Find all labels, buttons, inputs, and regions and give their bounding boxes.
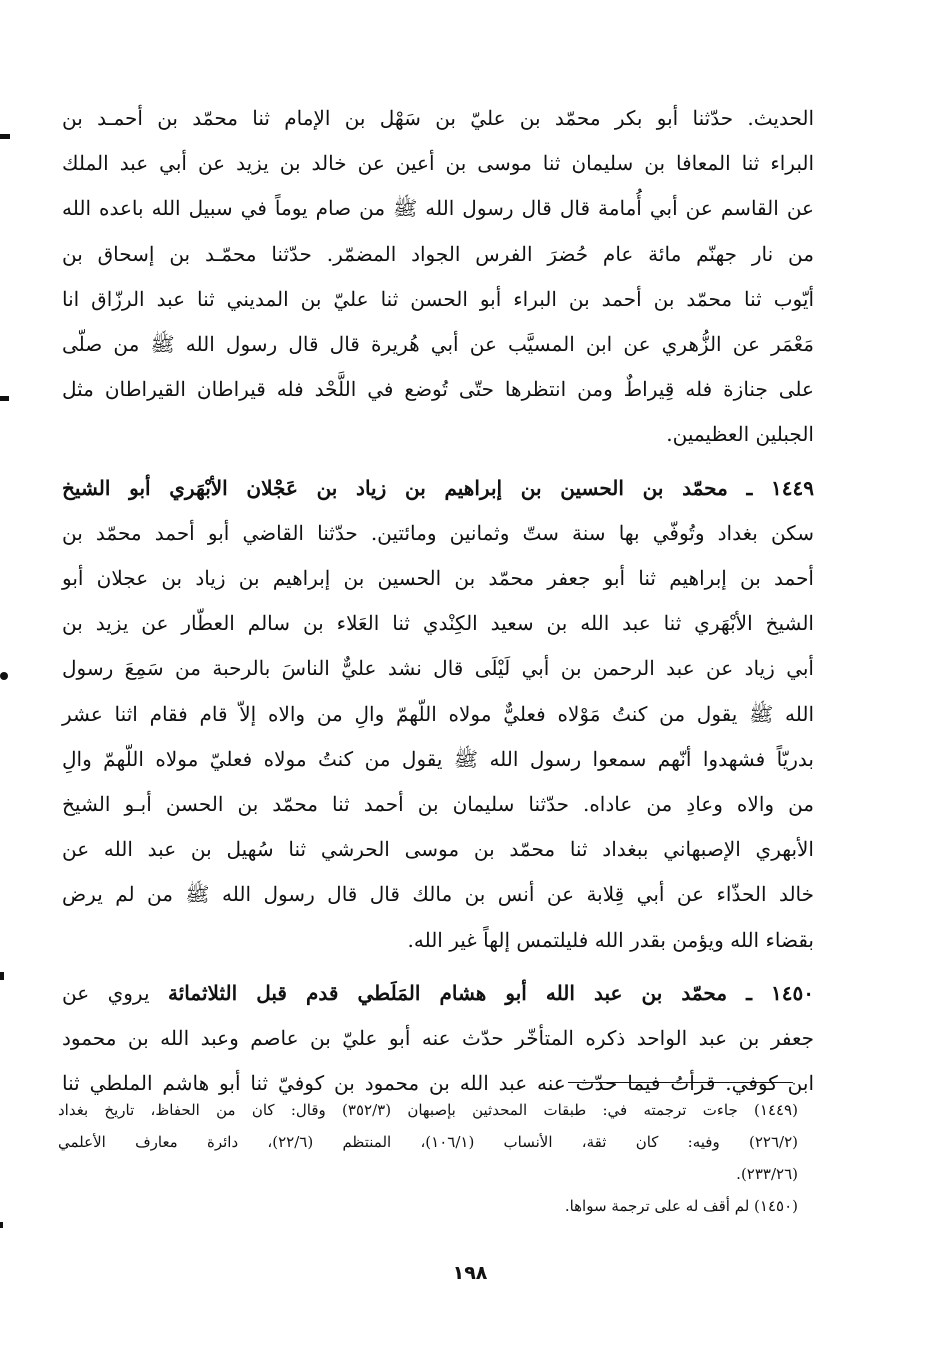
text-line: بدريّاً فشهدوا أنّهم سمعوا رسول الله ﷺ يقول من كنتُ مولاه فعليّ مولاه اللّهمّ والِ	[62, 746, 814, 771]
text-line: من نار جهنّم مائة عام حُضرَ الفرس الجواد المضمّر. حدّثنا محمّـد بن إسحاق بن	[62, 241, 814, 266]
intro-paragraph	[62, 96, 814, 458]
text-line: مَعْمَر عن الزُّهري عن ابن المسيَّب عن أبي هُريرة قال قال رسول الله ﷺ من صلّى	[62, 332, 814, 357]
main-text	[62, 96, 814, 1106]
entry-heading: ١٤٤٩ ـ محمّد بن الحسين بن إبراهيم بن زياد بن عَجْلان الأبْهَري أبو الشيخ	[62, 475, 814, 500]
footnote-1450: (١٤٥٠) لم أقف له على ترجمة سواها.	[564, 1197, 798, 1215]
footnote-line: (٢٣٣/٢٦).	[736, 1165, 798, 1183]
text-line: سكن بغداد وتُوفّي بها سنة ستّ وثمانين ومائتين. حدّثنا القاضي أبو أحمد محمّد بن	[62, 520, 814, 545]
text-line: ابن كوفي. قرأتُ فيما حدّث عنه عبد الله بن محمود بن كوفيّ ثنا أبو هاشم الملطي ثنا	[62, 1071, 814, 1096]
text-line: من والاه وعادِ من عاداه. حدّثنا سليمان بن أحمد ثنا محمّد بن الحسن أبـو الشيخ	[62, 792, 814, 817]
footnotes	[58, 1094, 798, 1222]
page-number: ١٩٨	[452, 1262, 488, 1284]
scan-edge-mark	[0, 1222, 3, 1228]
text-line: الشيخ الأبْهَري ثنا عبد الله بن سعيد الكِنْدي ثنا العَلاء بن سالم العطّار عن يزيد بن	[62, 611, 814, 636]
footnote-divider	[568, 1082, 793, 1083]
text-line: الله ﷺ يقول من كنتُ مَوْلاه فعليٌّ مولاه اللّهمّ والِ من والاه إلاّ قام فقام اثنا عشر	[62, 701, 814, 726]
scan-edge-mark	[0, 396, 9, 401]
text-line: أيّوب ثنا محمّد بن أحمد بن البراء أبو الحسن ثنا عليّ بن المديني ثنا عبد الرزّاق انا	[62, 286, 814, 311]
footnote-line: (٢٢٦/٢) وفيه: كان ثقة، الأنساب (١٠٦/١)، المنتظم (٢٢/٦)، دائرة معارف الأعلمي	[58, 1133, 798, 1151]
scan-edge-mark	[0, 134, 10, 139]
text-line: أبي زياد عن عبد الرحمن بن أبي لَيْلَى قال نشد عليٌّ الناسَ بالرحبة من سَمِعَ رسول	[62, 656, 814, 681]
text-line: أحمد بن إبراهيم ثنا أبو جعفر محمّد بن الحسين بن إبراهيم بن زياد بن عجلان أبو	[62, 566, 814, 591]
text-line: بقضاء الله ويؤمن بقدر الله فليلتمس إلهاً غير الله.	[407, 927, 814, 952]
entry-1450	[62, 971, 814, 1107]
text-line: عن القاسم عن أبي أُمامة قال قال رسول الله ﷺ من صام يوماً في سبيل الله باعده الله	[62, 196, 814, 221]
text-line: البراء ثنا المعافا بن سليمان ثنا موسى بن أعين عن خالد بن يزيد عن أبي عبد الملك	[62, 151, 814, 176]
entry-heading: ١٤٥٠ ـ محمّد بن عبد الله أبو هشام المَلَطي قدم قبل الثلاثمائة	[168, 980, 814, 1005]
text-line: خالد الحذّاء عن أبي قِلابة عن أنس بن مالك قال قال رسول الله ﷺ من لم يرض	[62, 882, 814, 907]
scan-edge-mark	[0, 672, 8, 680]
scan-edge-mark	[0, 972, 4, 980]
text-line: الأبهري الإصبهاني ببغداد ثنا محمّد بن موسى الحرشي ثنا سُهيل بن عبد الله عن	[62, 837, 814, 862]
text-line: جعفر بن عبد الواحد ذكره المتأخّر حدّث عنه أبو عليّ بن عاصم وعبد الله بن محمود	[62, 1026, 814, 1051]
entry-1449	[62, 466, 814, 963]
entry-heading-rest: يروي عن	[62, 980, 168, 1005]
text-line: الحديث. حدّثنا أبو بكر محمّد بن عليّ بن سَهْل بن الإمام ثنا محمّد بن أحمـد بن	[62, 106, 814, 130]
footnote-line: (١٤٤٩) جاءت ترجمته في: طبقات المحدثين بإصبهان (٣٥٢/٣) وقال: كان من الحفاظ، تاريخ بغداد	[58, 1101, 798, 1119]
text-line: الجبلين العظيمين.	[666, 422, 814, 447]
text-line: على جنازة فله قِيراطٌ ومن انتظرها حتّى تُوضع في اللَّحْد فله قيراطان القيراطان مثل	[62, 377, 814, 402]
entry-first-line	[62, 971, 814, 1016]
